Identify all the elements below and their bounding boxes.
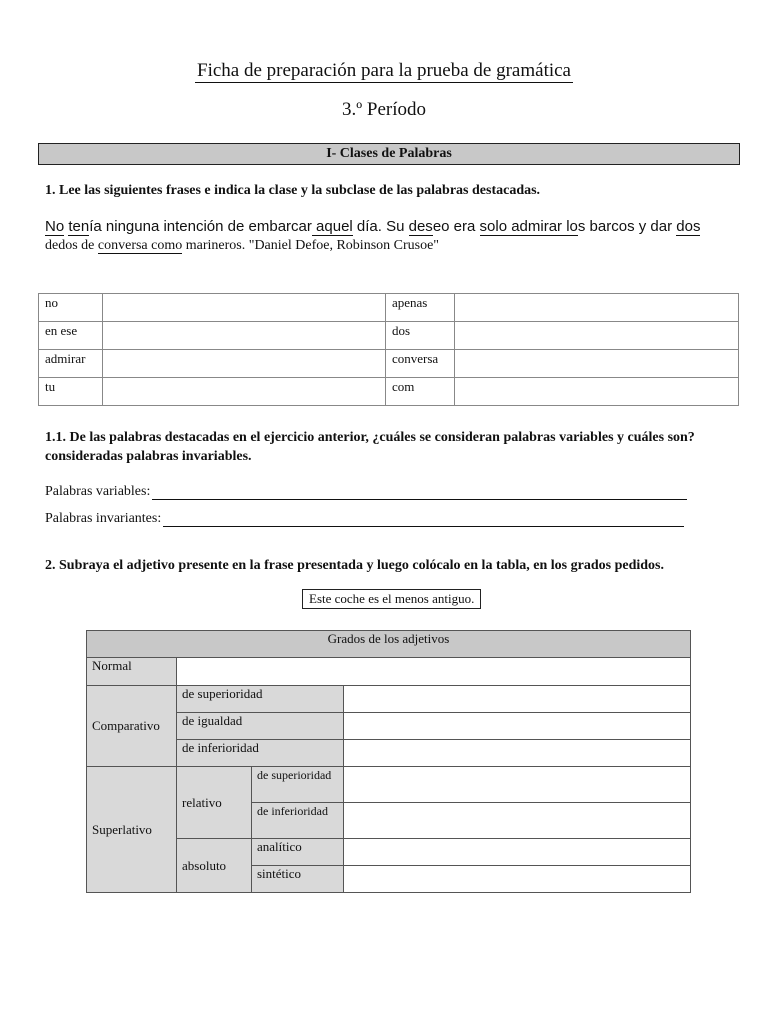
- relativo-label: relativo: [177, 767, 252, 839]
- sentence-text: s barcos y dar: [577, 218, 677, 235]
- grades-table-header: Grados de los adjetivos: [87, 631, 691, 658]
- word-cell: en ese: [39, 322, 103, 350]
- answer-cell[interactable]: [344, 740, 691, 767]
- q11-instruction-line1: 1.1. De las palabras destacadas en el ejercicio anterior, ¿cuáles se consideran palabras variables y cuáles son?: [45, 430, 695, 445]
- q1-sentence: [45, 218, 735, 255]
- abs-sint-label: sintético: [252, 866, 344, 893]
- word-cell: conversa: [386, 350, 455, 378]
- table-row: [39, 322, 739, 350]
- answer-cell[interactable]: [455, 322, 739, 350]
- word-cell: com: [386, 378, 455, 406]
- answer-cell[interactable]: [344, 713, 691, 740]
- comparativo-label: Comparativo: [87, 686, 177, 767]
- sentence-text: día. Su: [352, 218, 409, 235]
- invariables-label: Palabras invariantes:: [45, 511, 162, 526]
- rel-sup-label: de superioridad: [252, 767, 344, 803]
- word-cell: admirar: [39, 350, 103, 378]
- variables-answer-line[interactable]: [152, 485, 687, 500]
- highlighted-word: solo admirar lo: [479, 218, 578, 235]
- highlighted-word: ten: [68, 218, 90, 235]
- table-row: [87, 767, 691, 803]
- word-cell: apenas: [386, 294, 455, 322]
- word-cell: dos: [386, 322, 455, 350]
- example-sentence-box: Este coche es el menos antiguo.: [302, 589, 481, 609]
- page-title: [0, 60, 768, 82]
- highlighted-word: conversa como: [97, 238, 183, 253]
- words-table: [38, 293, 739, 406]
- superlativo-label: Superlativo: [87, 767, 177, 893]
- answer-cell[interactable]: [344, 866, 691, 893]
- sentence-text: ía ninguna intención de embarcar: [89, 218, 312, 235]
- section-heading: I- Clases de Palabras: [38, 143, 740, 165]
- table-row: [87, 839, 691, 866]
- answer-cell[interactable]: [344, 686, 691, 713]
- word-cell: tu: [39, 378, 103, 406]
- absoluto-label: absoluto: [177, 839, 252, 893]
- invariables-answer-row: [45, 511, 684, 527]
- variables-label: Palabras variables:: [45, 484, 151, 499]
- comp-sup-label: de superioridad: [177, 686, 344, 713]
- q1-instruction: 1. Lee las siguientes frases e indica la clase y la subclase de las palabras destacadas.: [45, 183, 541, 198]
- table-row: [87, 631, 691, 658]
- answer-cell[interactable]: [344, 839, 691, 866]
- q11-instruction-line2: consideradas palabras invariables.: [45, 449, 252, 464]
- highlighted-word: No: [45, 218, 65, 235]
- highlighted-word: aquel: [311, 218, 353, 235]
- table-row: [87, 713, 691, 740]
- table-row: [87, 740, 691, 767]
- answer-cell[interactable]: [455, 350, 739, 378]
- table-row: [39, 350, 739, 378]
- normal-label: Normal: [87, 658, 177, 686]
- variables-answer-row: [45, 484, 687, 500]
- word-cell: no: [39, 294, 103, 322]
- comp-inf-label: de inferioridad: [177, 740, 344, 767]
- sentence-text: dedos de: [45, 238, 98, 253]
- page-title-text: Ficha de preparación para la prueba de gramática: [197, 60, 571, 81]
- answer-cell[interactable]: [103, 378, 386, 406]
- answer-cell[interactable]: [103, 294, 386, 322]
- sentence-text: eo era: [432, 218, 480, 235]
- abs-anal-label: analítico: [252, 839, 344, 866]
- comp-igual-label: de igualdad: [177, 713, 344, 740]
- answer-cell[interactable]: [344, 803, 691, 839]
- period-title: 3.º Período: [342, 99, 426, 120]
- answer-cell[interactable]: [344, 767, 691, 803]
- table-row: [39, 294, 739, 322]
- answer-cell[interactable]: [455, 378, 739, 406]
- table-row: [39, 378, 739, 406]
- q2-instruction: 2. Subraya el adjetivo presente en la frase presentada y luego colócalo en la tabla, en los grados pedidos.: [45, 558, 664, 573]
- adjective-grades-table: [86, 630, 691, 893]
- answer-cell[interactable]: [455, 294, 739, 322]
- table-row: [87, 686, 691, 713]
- highlighted-word: des: [408, 218, 433, 235]
- invariables-answer-line[interactable]: [163, 512, 684, 527]
- rel-inf-label: de inferioridad: [252, 803, 344, 839]
- answer-cell[interactable]: [177, 658, 691, 686]
- sentence-text: marineros. "Daniel Defoe, Robinson Crusoe": [182, 238, 440, 253]
- answer-cell[interactable]: [103, 350, 386, 378]
- table-row: [87, 658, 691, 686]
- answer-cell[interactable]: [103, 322, 386, 350]
- highlighted-word: dos: [676, 218, 701, 235]
